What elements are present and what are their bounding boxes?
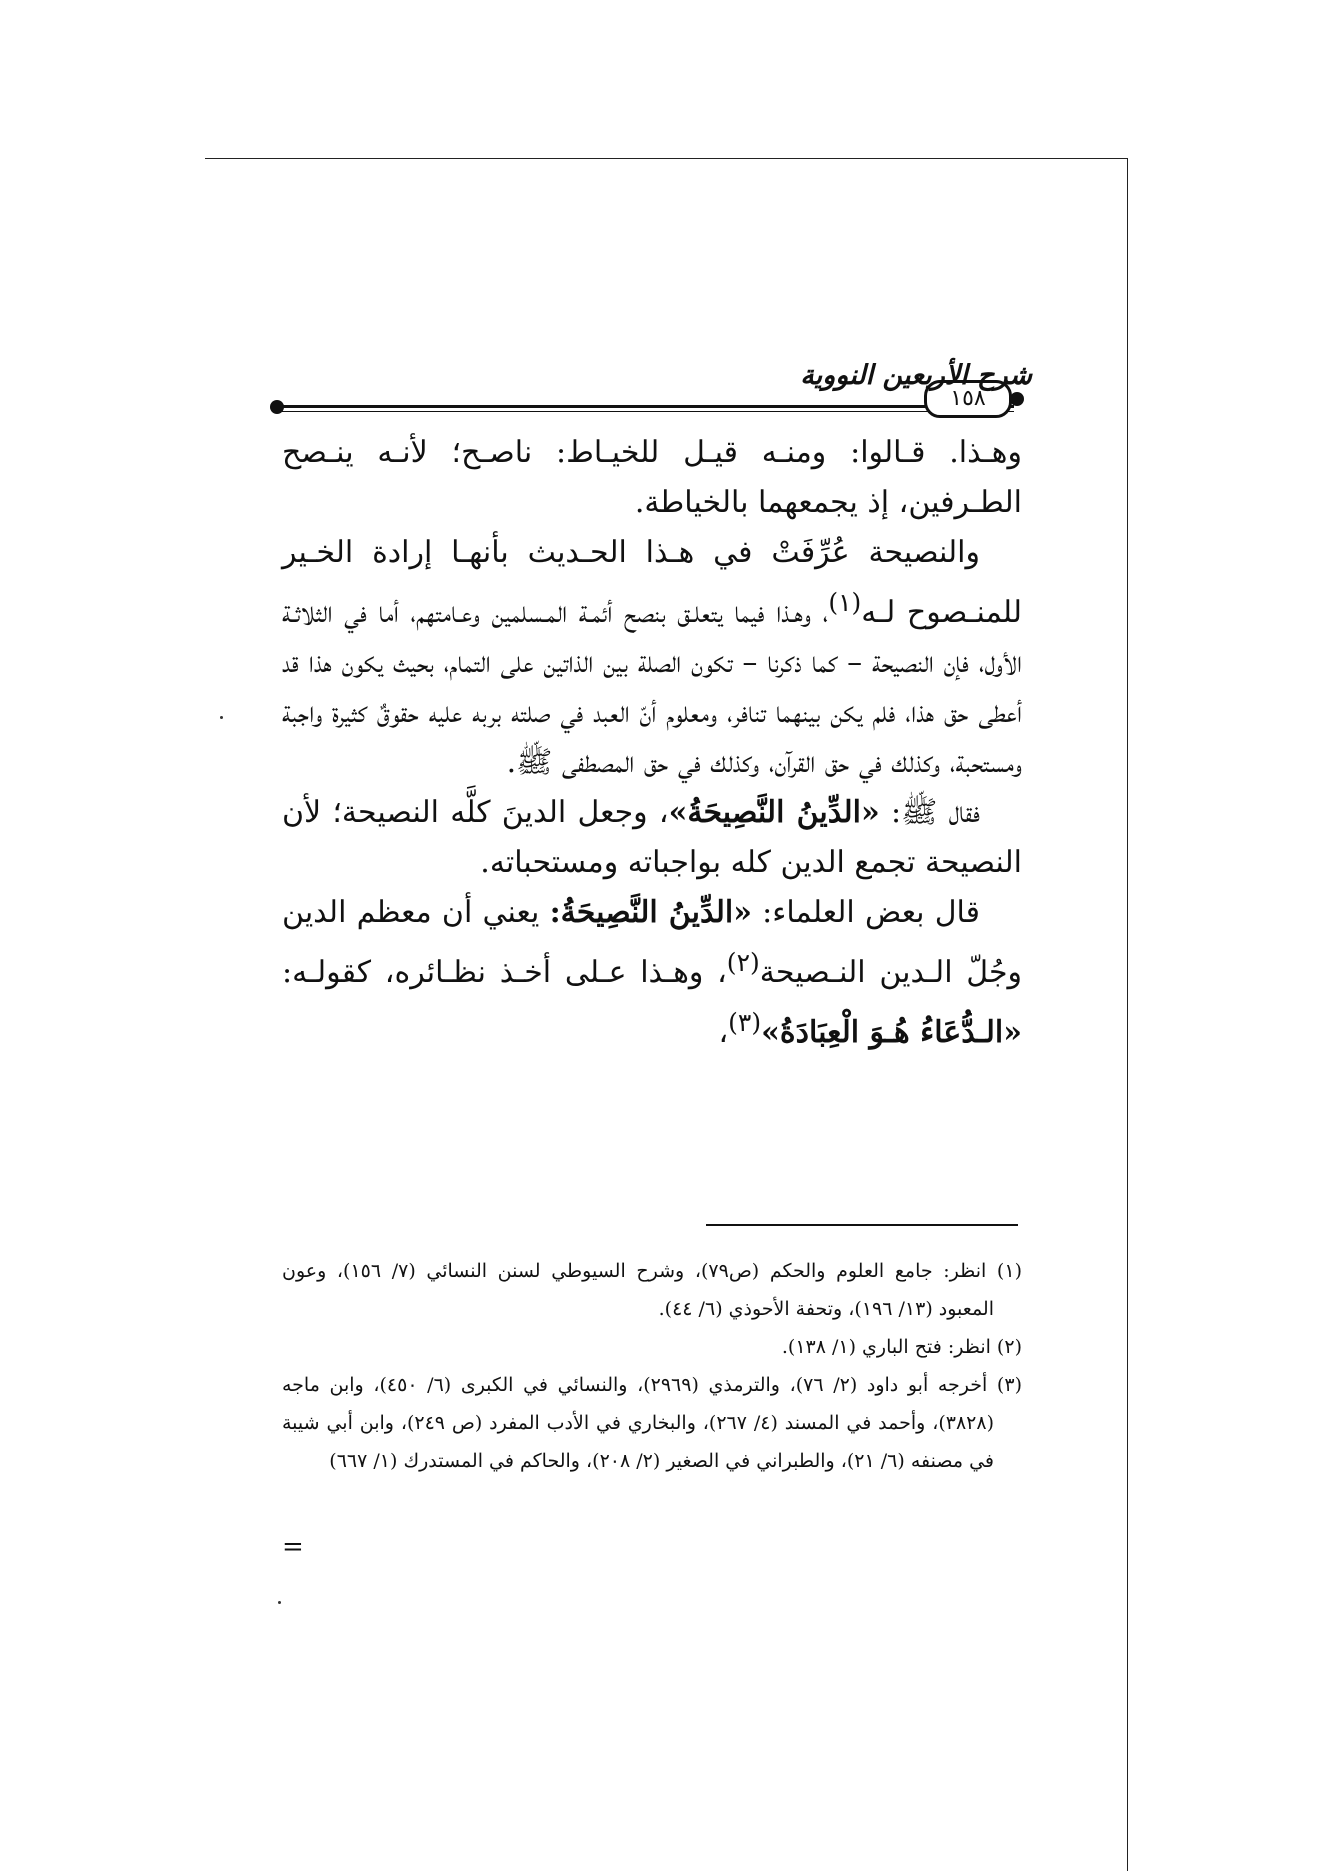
footnote-ref-1: (١) [828,588,862,617]
paragraph-1: وهـذا. قـالوا: ومنـه قيـل للخيـاط: ناصـح؛ لأنـه ينـصح الطـرفين، إذ يجمعهما بالخياطة. [282,435,1022,520]
paragraph-2-text-b: ، وهـذا فيما يتعلـق بنصح أئمـة المـسلمين وعـامتهم، أما في الثلاثـة الأول، فإن النصيحة – كما ذكرنا – تكون الصلة بين الذاتين على التمام، بحيث يكون هذا قد أعطى حق هذا، فلم يكن بينهما تنافر، ومعلوم أنّ العبد في صلته بربه عليه حقوقٌ كثيرة واجبة ومستحبة، وكذلك في حق القرآن، وكذلك في حق المصطفى ﷺ. [282,595,1022,780]
main-text-body [282,428,1022,1058]
header-ornament-dot-right [1010,392,1024,406]
hadith-quote: «الدِّينُ النَّصِيحَةُ: [549,895,752,930]
footnote-separator [706,1224,1018,1226]
paragraph-4-text-b: يعني أن معظم الدين وجُلّ الـدين النـصيحة [282,895,1022,990]
footnote-continuation-mark: = [282,1532,304,1562]
hadith-quote: «الدِّينُ النَّصِيحَةُ» [668,795,880,830]
paragraph-4-text-a: قال بعض العلماء: [751,895,980,930]
footnotes [282,1252,1022,1480]
scan-speck [220,716,223,719]
header-rule-thick [278,405,1014,408]
paragraph-3-text-b: ، وجعل الدينَ كلَّه النصيحة؛ لأن النصيحة تجمع الدين كله بواجباته ومستحباته. [282,795,1022,880]
scan-speck [278,1601,281,1604]
paragraph-2-text-a: والنصيحة عُرِّفَتْ في هـذا الحـديث بأنهـا إرادة الخـير للمنـصوح لـه [282,535,1022,630]
footnote-1: (١) انظر: جامع العلوم والحكم (ص٧٩)، وشرح السيوطي لسنن النسائي (٧/ ١٥٦)، وعون المعبود (١٣/ ١٩٦)، وتحفة الأحوذي (٦/ ٤٤). [282,1260,1022,1320]
scan-frame-right-line [1127,158,1128,1871]
footnote-ref-3: (٣) [728,1008,762,1037]
hadith-quote: «الـدُّعَاءُ هُـوَ الْعِبَادَةُ» [761,1015,1022,1050]
paragraph-4-text-d: ، [718,1015,729,1050]
header-ornament-dot-left [270,400,284,414]
footnote-2: (٢) انظر: فتح الباري (١/ ١٣٨). [781,1336,1022,1358]
paragraph-3 [282,788,1022,888]
page-number: ١٥٨ [924,380,1012,418]
book-title: شرح الأربعين النووية [800,360,1032,391]
header-rule-thin [278,411,1014,412]
scan-frame-top-line [205,158,1128,159]
paragraph-2 [282,528,1022,788]
footnote-3: (٣) أخرجه أبو داود (٢/ ٧٦)، والترمذي (٢٩٦٩)، والنسائي في الكبرى (٦/ ٤٥٠)، وابن ماجه (٣٨٢٨)، وأحمد في المسند (٤/ ٢٦٧)، والبخاري في الأدب المفرد (ص ٢٤٩)، وابن أبي شيبة في مصنفه (٦/ ٢١)، والطبراني في الصغير (٢/ ٢٠٨)، والحاكم في المستدرك (١/ ٦٦٧) [282,1374,1022,1472]
paragraph-4-text-c: ، وهـذا عـلى أخـذ نظـائره، كقولـه: [282,955,727,990]
footnote-ref-2: (٢) [726,948,760,977]
paragraph-3-text-a: فقال ﷺ: [879,795,980,830]
paragraph-4 [282,888,1022,1058]
page-header [270,360,1032,420]
